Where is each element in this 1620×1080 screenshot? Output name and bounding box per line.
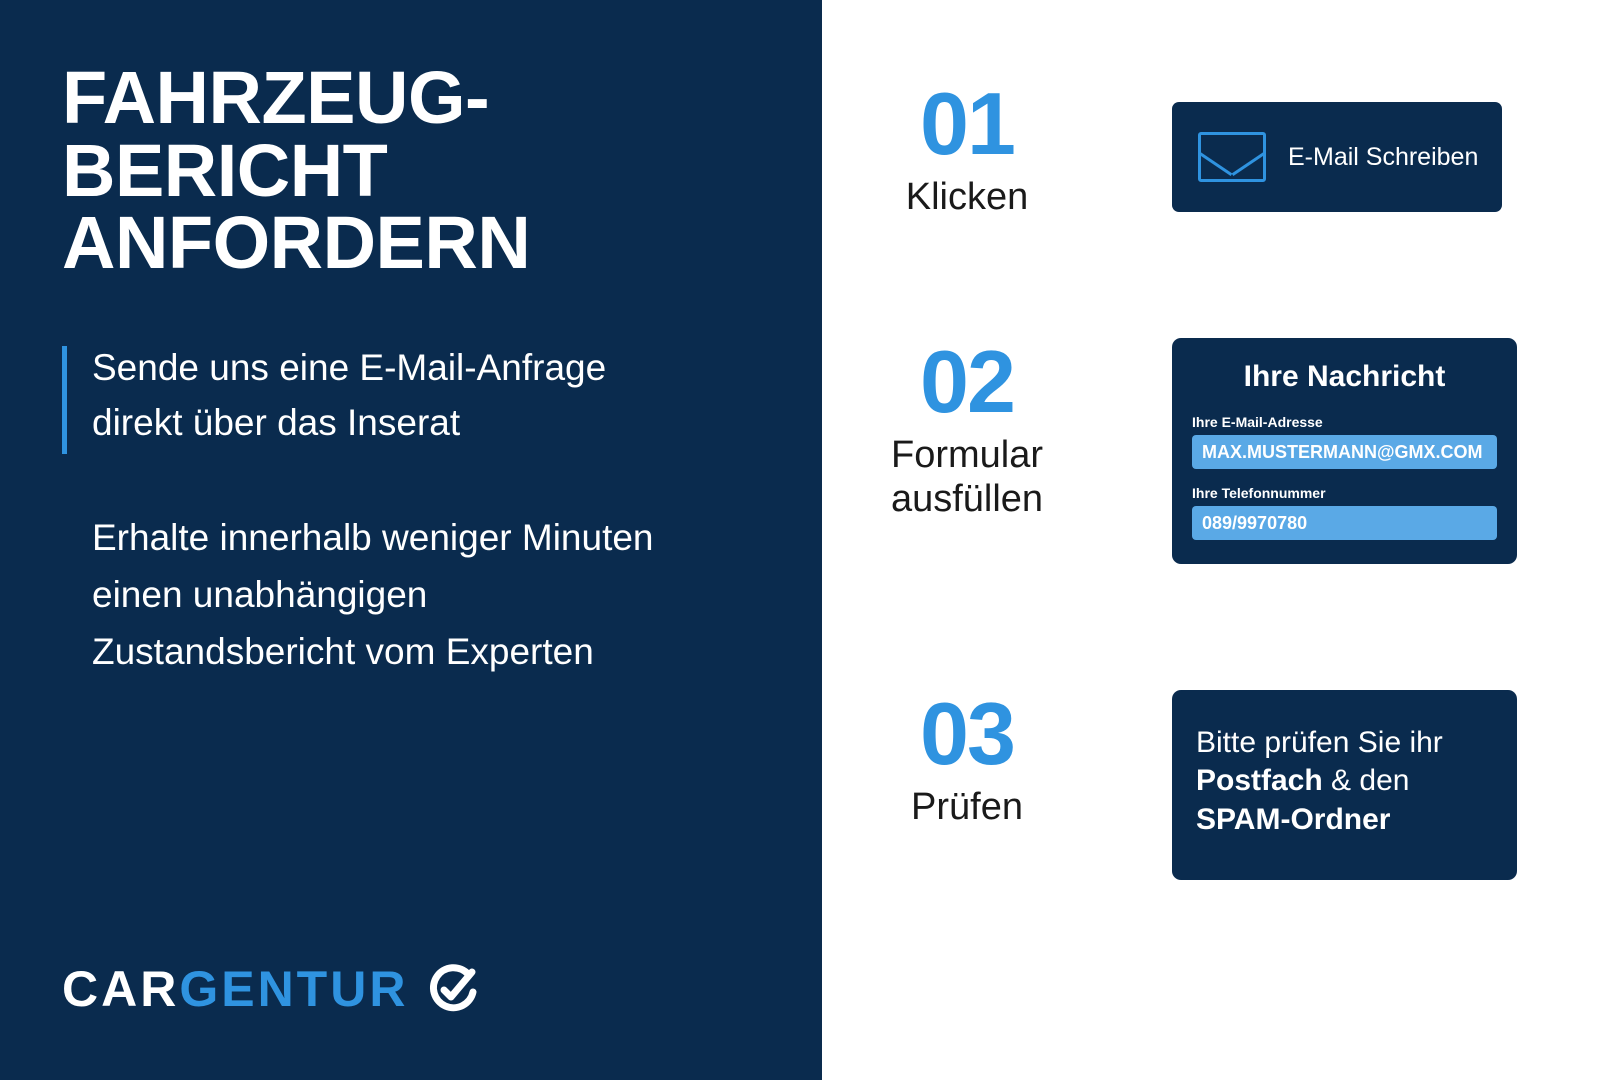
headline-line-2: BERICHT: [62, 128, 388, 212]
check-line-3-bold: SPAM-Ordner: [1196, 802, 1391, 836]
step-03-number: 03: [920, 684, 1014, 783]
subheading-text: [92, 340, 762, 451]
cargentur-logo: [62, 960, 480, 1018]
form-title: Ihre Nachricht: [1243, 360, 1446, 393]
check-mailbox-card: [1172, 690, 1517, 880]
step-02-word-line-1: Formular: [890, 434, 1044, 476]
check-line-1: Bitte prüfen Sie ihr: [1196, 726, 1443, 759]
email-write-button-label: E-Mail Schreiben: [1288, 142, 1479, 171]
body-block: [62, 509, 762, 681]
step-01-word: [862, 176, 1072, 220]
phone-field[interactable]: 089/9970780: [1192, 506, 1497, 540]
email-field[interactable]: MAX.MUSTERMANN@GMX.COM: [1192, 435, 1497, 469]
headline-line-1: FAHRZEUG-: [62, 56, 490, 139]
step-01-word-line-1: Klicken: [905, 176, 1029, 218]
accent-bar: [62, 346, 67, 454]
check-line-2-bold: Postfach: [1196, 764, 1323, 798]
check-line-2-rest: & den: [1322, 764, 1410, 798]
body-text: [92, 509, 762, 681]
body-line-3: Zustandsbericht vom Experten: [92, 631, 594, 673]
c-check-icon: [424, 961, 480, 1017]
step-02: [862, 332, 1517, 564]
logo-text-part2: GENTUR: [179, 961, 409, 1017]
step-02-word: [862, 434, 1072, 521]
step-03: [862, 684, 1517, 880]
headline-line-3: ANFORDERN: [62, 201, 531, 285]
body-line-2: einen unabhängigen: [92, 573, 428, 615]
step-01: [862, 74, 1502, 220]
subheading-block: [62, 340, 762, 451]
check-line-3: [1196, 801, 1493, 839]
step-01-label: [862, 74, 1072, 220]
logo-text-part1: CAR: [62, 961, 180, 1017]
step-03-word-line-1: Prüfen: [911, 786, 1023, 828]
email-field-label: Ihre E-Mail-Adresse: [1192, 414, 1323, 430]
step-03-word: [862, 786, 1072, 830]
phone-field-label: Ihre Telefonnummer: [1192, 485, 1326, 501]
subheading-line-1: Sende uns eine E-Mail-Anfrage: [92, 346, 607, 388]
check-mailbox-text: [1196, 724, 1493, 839]
step-03-label: [862, 684, 1072, 830]
logo-wordmark: [62, 960, 408, 1018]
right-panel: [822, 0, 1620, 1080]
step-02-label: [862, 332, 1072, 521]
email-write-button[interactable]: [1172, 102, 1502, 212]
step-02-number: 02: [920, 332, 1014, 431]
envelope-icon: [1198, 132, 1266, 182]
page-title: [62, 56, 762, 285]
body-line-1: Erhalte innerhalb weniger Minuten: [92, 516, 654, 558]
step-01-number: 01: [920, 74, 1014, 173]
step-02-word-line-2: ausfüllen: [890, 477, 1044, 520]
message-form-card: [1172, 338, 1517, 564]
check-line-2: [1196, 762, 1493, 800]
subheading-line-2: direkt über das Inserat: [92, 402, 461, 444]
